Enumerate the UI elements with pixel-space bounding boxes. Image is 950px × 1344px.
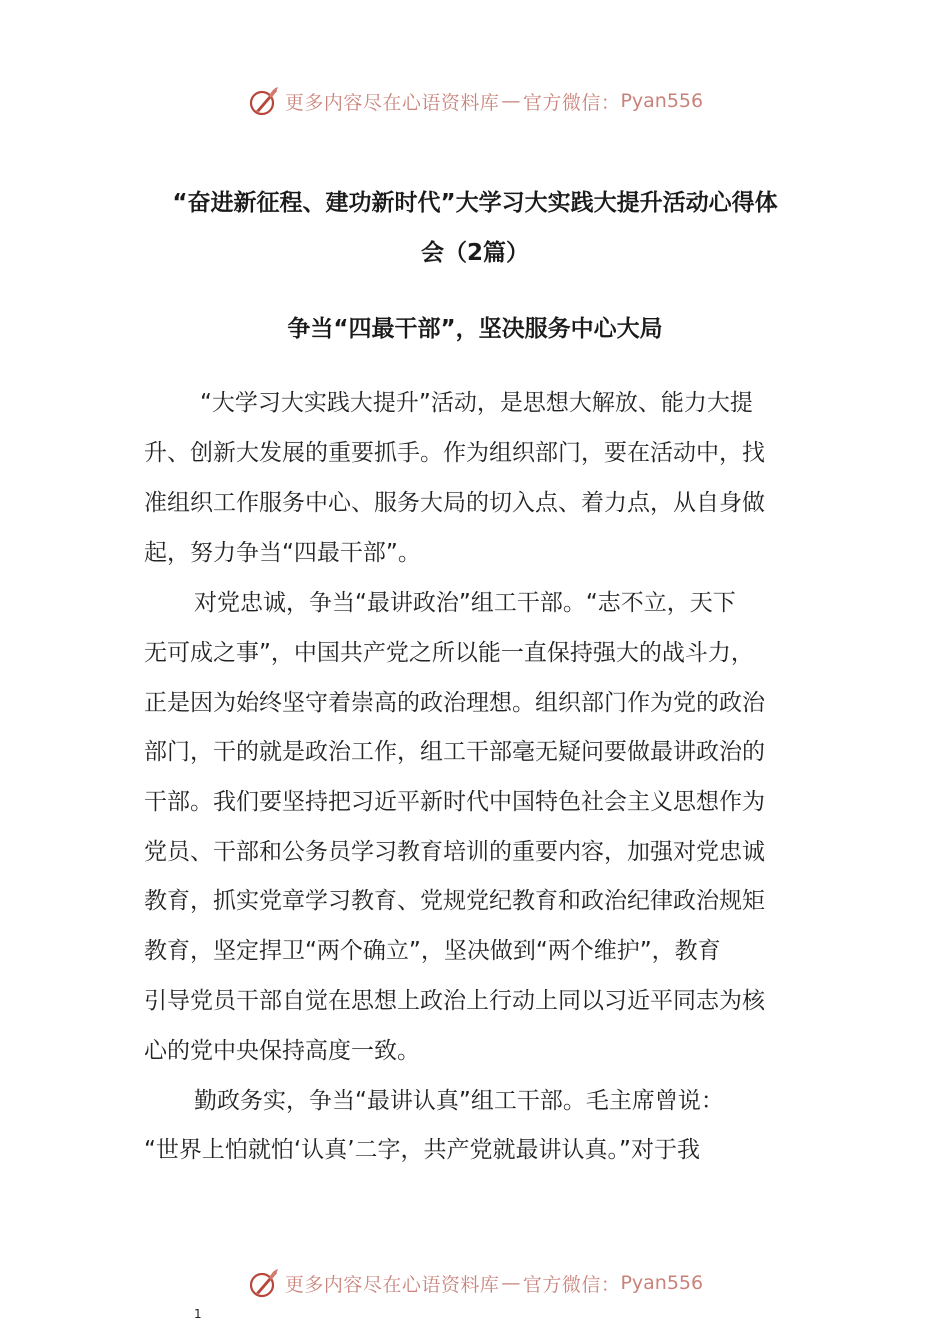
body-line: “世界上怕就怕‘认真’二字，共产党就最讲认真。”对于我 — [144, 1137, 700, 1163]
watermark-wechat-label: 官方微信： — [522, 1273, 621, 1296]
watermark-wechat-id: Pyan556 — [620, 1272, 704, 1294]
watermark-separator: — — [501, 1272, 521, 1294]
body-line: 部门，干的就是政治工作，组工干部毫无疑问要做最讲政治的 — [144, 739, 765, 765]
header-watermark — [0, 84, 950, 118]
footer-watermark — [0, 1266, 950, 1300]
body-line: 对党忠诚，争当“最讲政治”组工干部。“志不立，天下 — [194, 590, 736, 616]
page-number: 1 — [194, 1307, 202, 1321]
body-line: 引导党员干部自觉在思想上政治上行动上同以习近平同志为核 — [144, 988, 765, 1014]
watermark-wechat-id: Pyan556 — [620, 90, 704, 112]
body-line: 准组织工作服务中心、服务大局的切入点、着力点，从自身做 — [144, 490, 765, 516]
body-line: 党员、干部和公务员学习教育培训的重要内容，加强对党忠诚 — [144, 839, 765, 865]
watermark-site: 更多内容尽在心语资料库 — [284, 1273, 500, 1296]
document-title-line-1: “奋进新征程、建功新时代”大学习大实践大提升活动心得体 — [172, 190, 778, 216]
body-line: 正是因为始终坚守着崇高的政治理想。组织部门作为党的政治 — [144, 690, 765, 716]
watermark-wechat-label: 官方微信： — [522, 91, 621, 114]
body-line: 勤政务实，争当“最讲认真”组工干部。毛主席曾说： — [194, 1088, 724, 1114]
quill-logo-icon — [247, 84, 281, 118]
quill-logo-icon — [247, 1266, 281, 1300]
document-title-line-2: 会（2篇） — [420, 240, 529, 266]
body-line: “大学习大实践大提升”活动，是思想大解放、能力大提 — [200, 390, 753, 416]
watermark-separator: — — [501, 90, 521, 112]
body-line: 起，努力争当“四最干部”。 — [144, 540, 421, 566]
body-line: 心的党中央保持高度一致。 — [144, 1038, 420, 1064]
watermark-site: 更多内容尽在心语资料库 — [284, 91, 500, 114]
body-line: 干部。我们要坚持把习近平新时代中国特色社会主义思想作为 — [144, 789, 765, 815]
body-line: 教育，坚定捍卫“两个确立”，坚决做到“两个维护”，教育 — [144, 938, 721, 964]
body-line: 教育，抓实党章学习教育、党规党纪教育和政治纪律政治规矩 — [144, 888, 765, 914]
body-line: 升、创新大发展的重要抓手。作为组织部门，要在活动中，找 — [144, 440, 765, 466]
body-line: 无可成之事”，中国共产党之所以能一直保持强大的战斗力， — [144, 640, 754, 666]
document-subtitle: 争当“四最干部”，坚决服务中心大局 — [287, 316, 663, 342]
